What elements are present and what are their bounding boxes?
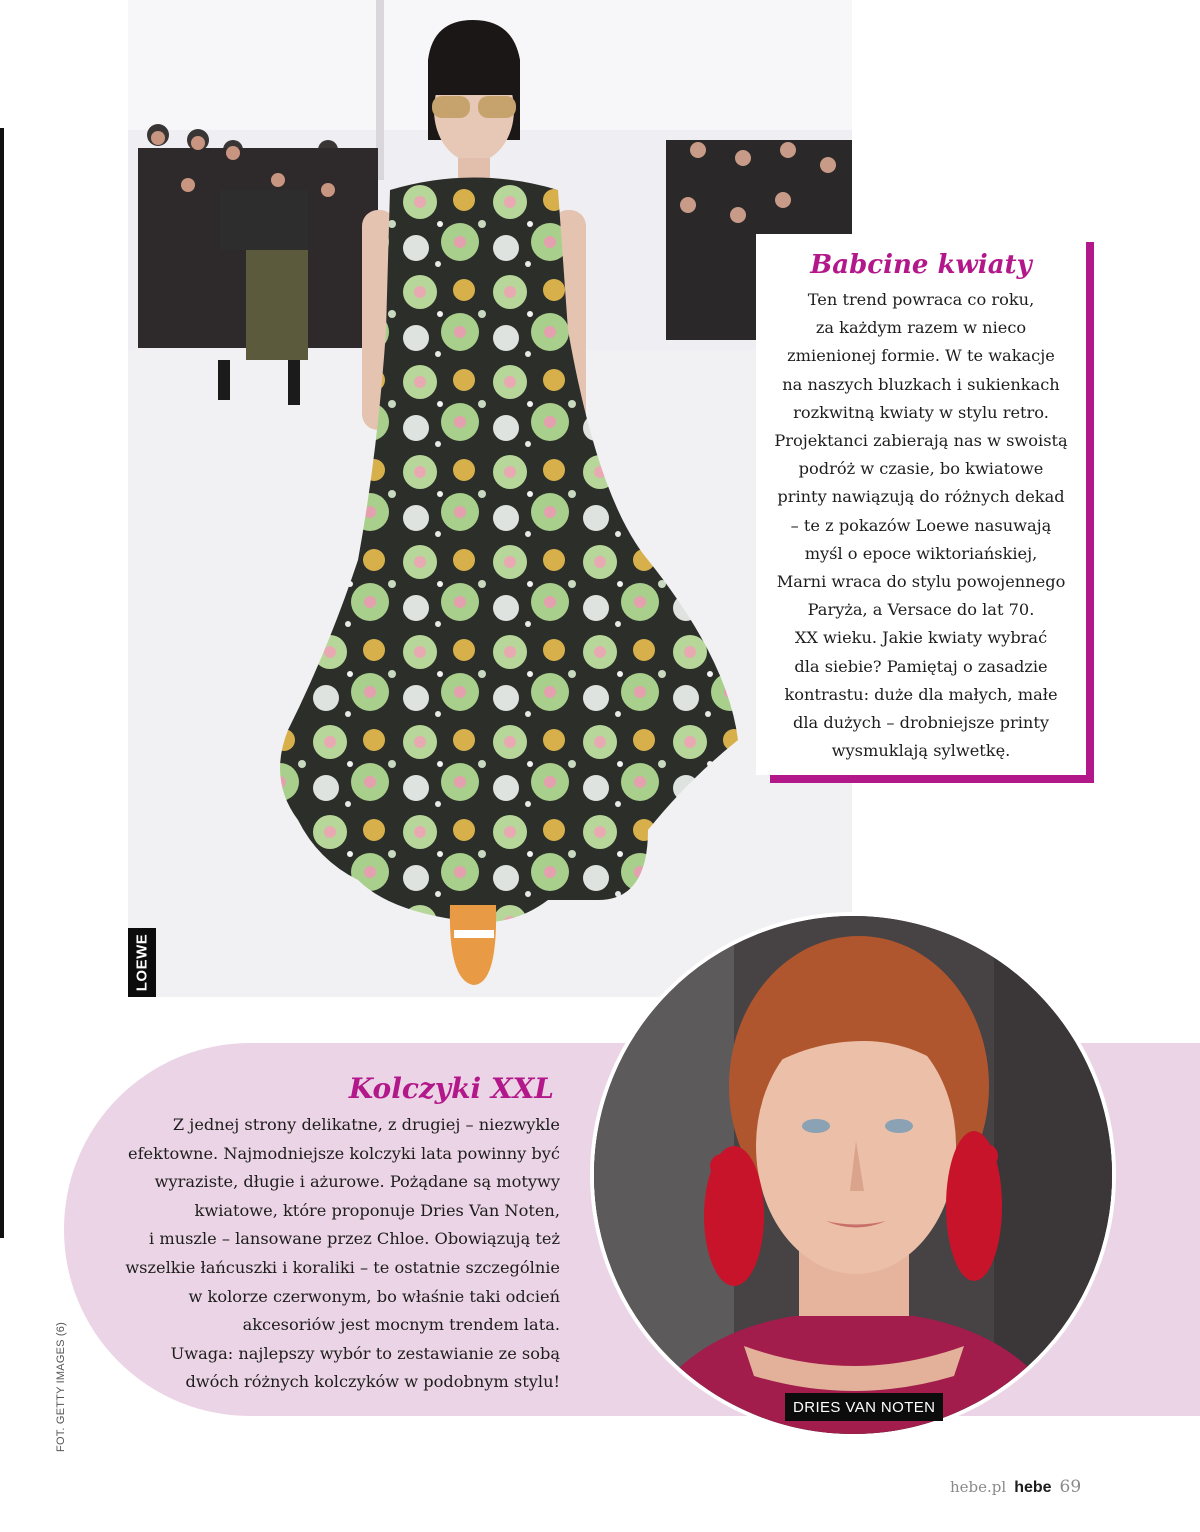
article-body: Ten trend powraca co roku, za każdym razem w nieco zmienionej formie. W te wakacje na naszych bluzkach i sukienkach rozkwitną kwiaty w stylu retro. Projektanci zabierają nas w swoistą podróż w czasie, bo kwiatowe printy nawiązują do różnych dekad – te z pokazów Loewe nasuwają myśl o epoce wiktoriańskiej, Marni wraca do stylu powojennego Paryża, a Versace do lat 70. XX wieku. Jakie kwiaty wybrać dla siebie? Pamiętaj o zasadzie kontrastu: duże dla małych, małe dla dużych – drobniejsze printy wysmuklają sylwetkę.: [774, 290, 1068, 761]
photo-credit: FOT. GETTY IMAGES (6): [55, 1322, 67, 1452]
article-babcine-kwiaty: [756, 234, 1086, 775]
footer-site: hebe.pl: [950, 1478, 1007, 1496]
runway-brand-label: LOEWE: [128, 928, 156, 997]
runway-photo: [128, 0, 852, 997]
portrait-photo: [590, 912, 1116, 1438]
portrait-caption: DRIES VAN NOTEN: [785, 1393, 943, 1421]
portrait-illustration: [594, 916, 1112, 1434]
footer-logo: hebe: [1014, 1479, 1052, 1496]
article-kolczyki-xxl: [100, 1072, 560, 1397]
article-body: Z jednej strony delikatne, z drugiej – niezwykle efektowne. Najmodniejsze kolczyki lata powinny być wyraziste, długie i ażurowe. Pożądane są motywy kwiatowe, które proponuje Dries Van Noten, i muszle – lansowane przez Chloe. Obowiązują też wszelkie łańcuszki i koraliki – te ostatnie szczególnie w kolorze czerwonym, bo właśnie taki odcień akcesoriów jest mocnym trendem lata. Uwaga: najlepszy wybór to zestawianie ze sobą dwóch różnych kolczyków w podobnym stylu!: [125, 1115, 560, 1392]
runway-illustration: [128, 0, 852, 997]
page-edge-line: [0, 128, 4, 1238]
page-number: 69: [1059, 1477, 1082, 1497]
article-heading: Kolczyki XXL: [348, 1072, 554, 1105]
page-footer: [950, 1477, 1081, 1497]
article-heading: Babcine kwiaty: [810, 250, 1032, 280]
